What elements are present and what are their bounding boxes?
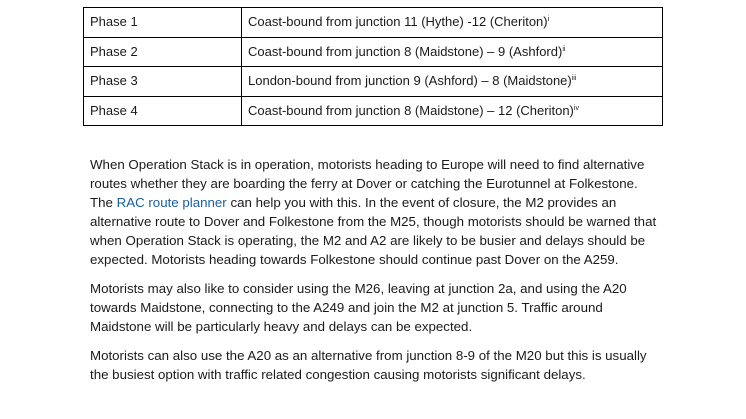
paragraph-m26-route: Motorists may also like to consider using the M26, leaving at junction 2a, and using the A20 towards Maidstone, connecting to the A249 and join the M2 at junction 5. Traffic around Maidstone will be particularly heavy and delays can be expected.: [90, 281, 627, 334]
route-text: Coast-bound from junction 11 (Hythe) -12 (Cheriton): [248, 14, 548, 30]
phase-cell: Phase 2: [84, 37, 242, 67]
route-text: Coast-bound from junction 8 (Maidstone) – 12 (Cheriton): [248, 102, 574, 118]
operation-stack-phases-table: [83, 7, 663, 126]
table-row: [84, 8, 663, 38]
body-text: [90, 155, 660, 394]
paragraph-operation-stack: [90, 155, 660, 269]
table-row: [84, 37, 663, 67]
table-row: [84, 67, 663, 97]
route-cell: [242, 37, 663, 67]
footnote-marker[interactable]: i: [547, 16, 550, 24]
route-text: London-bound from junction 9 (Ashford) – 8 (Maidstone): [248, 73, 572, 89]
footnote-marker[interactable]: iv: [573, 104, 579, 112]
paragraph-text: can help you with this. In the event of closure, the M2 provides an alternative route to Dover and Folkestone from the M25, though motorists should be warned that when Operation Stack is operating, the M2 and A2 are likely to be busier and delays should be expected. Motorists heading towards Folkestone should continue past Dover on the A259.: [90, 195, 657, 267]
phase-cell: Phase 1: [84, 8, 242, 38]
route-cell: [242, 96, 663, 126]
rac-route-planner-link[interactable]: RAC route planner: [116, 195, 227, 210]
paragraph-a20-route: Motorists can also use the A20 as an alternative from junction 8-9 of the M20 but this is usually the busiest option with traffic related congestion causing motorists significant delays.: [90, 348, 647, 382]
footnote-marker[interactable]: iii: [571, 75, 577, 83]
route-cell: [242, 67, 663, 97]
table-row: [84, 96, 663, 126]
phase-cell: Phase 4: [84, 96, 242, 126]
route-cell: [242, 8, 663, 38]
paragraph-text: When Operation Stack is in operation, motorists heading to Europe will need to find alternative routes whether they are boarding the ferry at Dover or catching the Eurotunnel at Folkestone. The: [90, 157, 645, 210]
footnote-marker[interactable]: ii: [562, 45, 566, 53]
phase-cell: Phase 3: [84, 67, 242, 97]
route-text: Coast-bound from junction 8 (Maidstone) – 9 (Ashford): [248, 43, 563, 59]
